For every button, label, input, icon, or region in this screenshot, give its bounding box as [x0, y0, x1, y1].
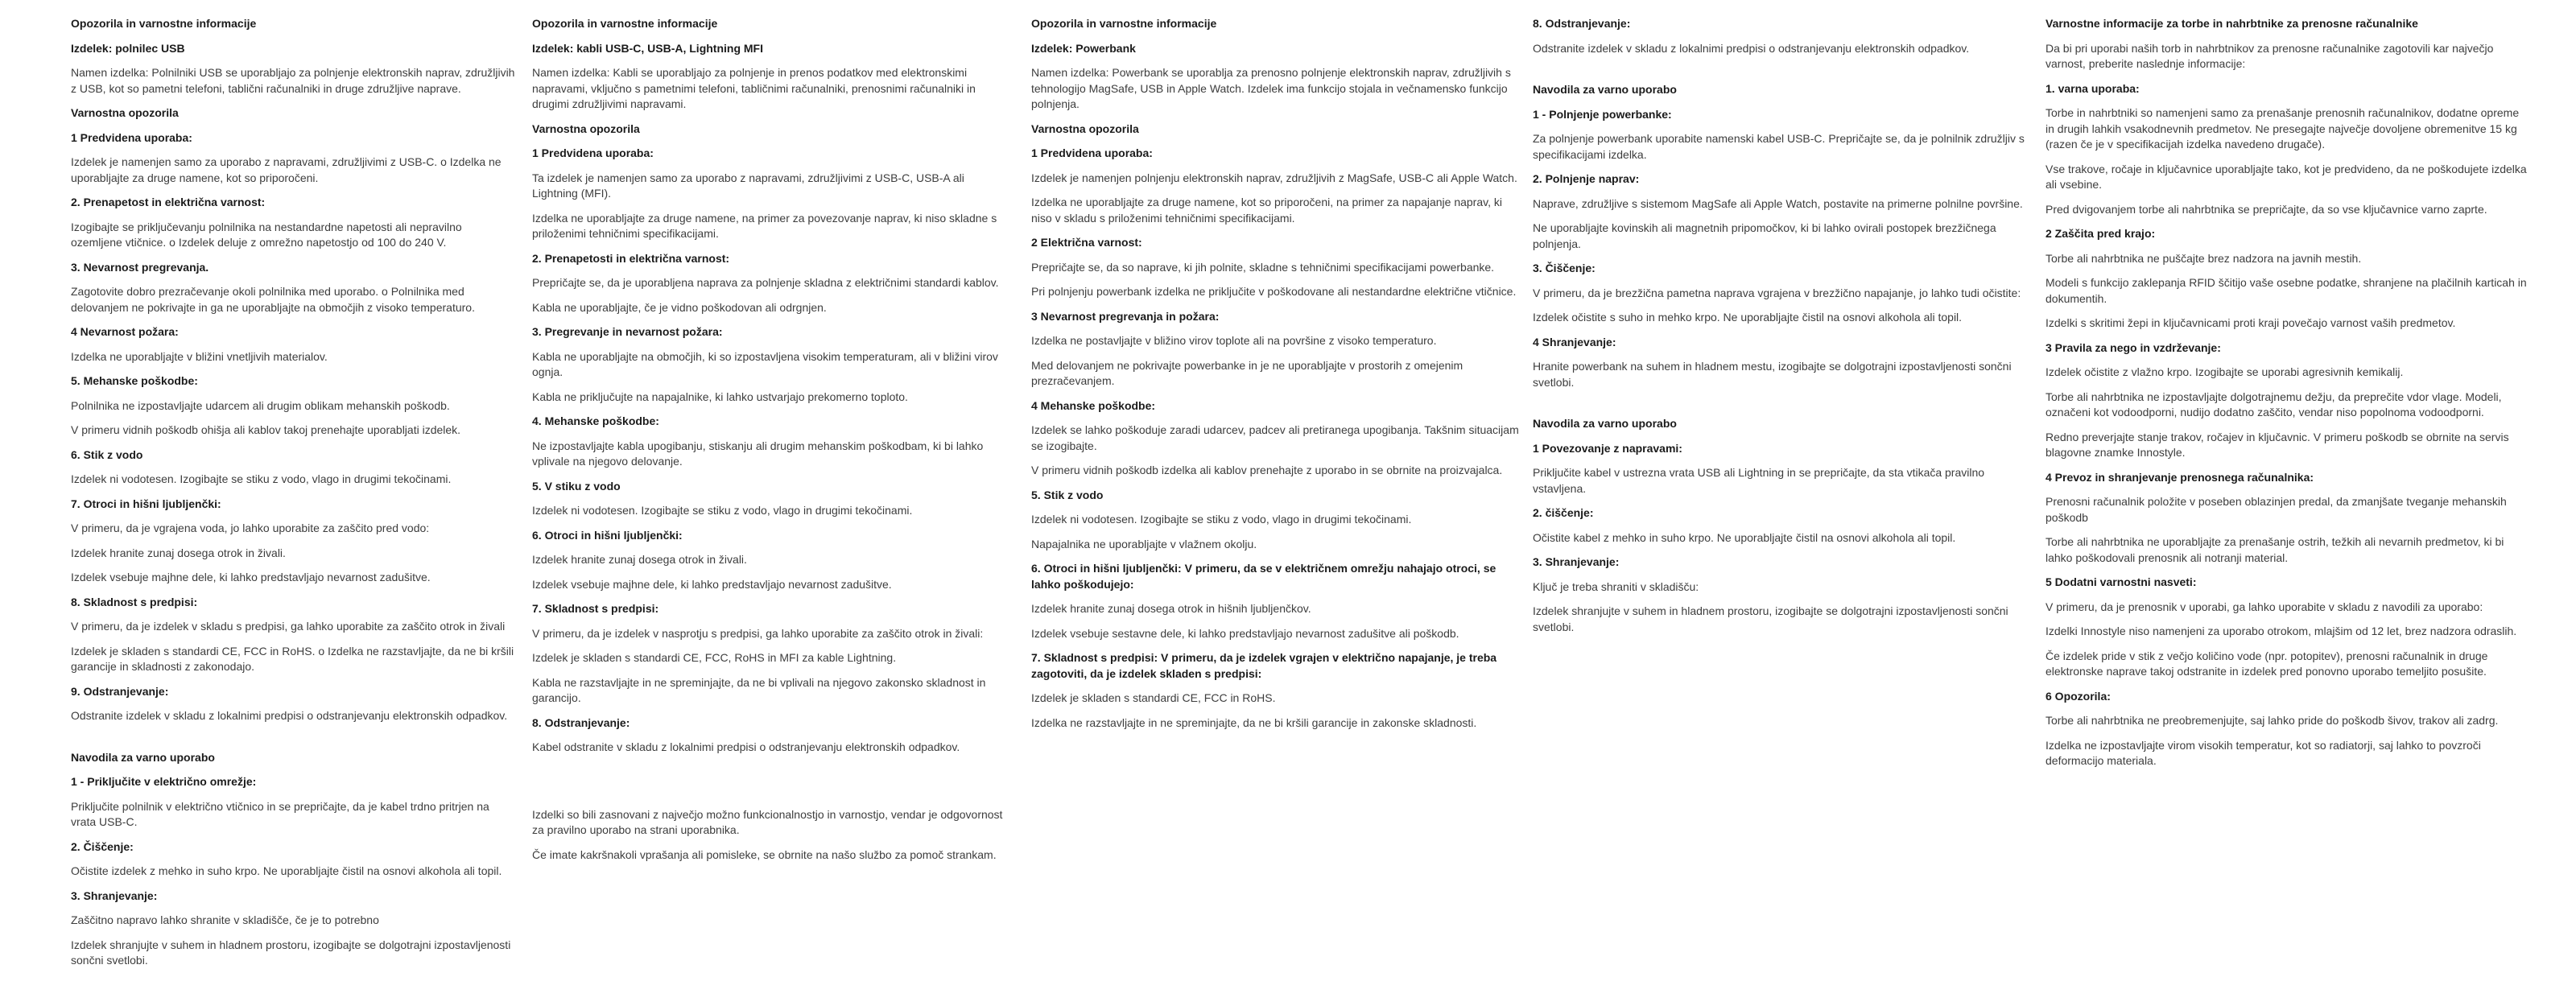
paragraph: Kabla ne uporabljajte na območjih, ki so izpostavljena visokim temperaturam, ali v bližini virov ognja.: [532, 349, 998, 378]
paragraph: Izdelek hranite zunaj dosega otrok in hišnih ljubljenčkov.: [1031, 602, 1311, 615]
section-heading: 7. Skladnost s predpisi: V primeru, da je izdelek vgrajen v električno napajanje, je treba zagotoviti, da je izdelek skladen s predpisi:: [1031, 651, 1497, 680]
section-heading: 8. Odstranjevanje:: [532, 715, 630, 729]
paragraph: Izogibajte se priključevanju polnilnika na nestandardne napetosti ali nepravilno ozemljene vtičnice. o Izdelek deluje z omrežno napetostjo od 100 do 240 V.: [71, 220, 462, 249]
paragraph: Izdelek je skladen s standardi CE, FCC, RoHS in MFI za kable Lightning.: [532, 651, 897, 664]
paragraph: Izdelek vsebuje majhne dele, ki lahko predstavljajo nevarnost zadušitve.: [71, 571, 431, 583]
section-heading: 2. Polnjenje naprav:: [1533, 172, 1640, 185]
column-usb-charger: [71, 16, 515, 978]
paragraph: V primeru vidnih poškodb ohišja ali kablov takoj prenehajte uporabljati izdelek.: [71, 423, 461, 436]
section-heading: 2 Zaščita pred krajo:: [2046, 227, 2156, 240]
paragraph: Odstranite izdelek v skladu z lokalnimi predpisi o odstranjevanju elektronskih odpadkov.: [71, 709, 508, 722]
paragraph: V primeru, da je brezžična pametna naprava vgrajena v brezžično napajanje, jo lahko tudi očistite:: [1533, 286, 2021, 299]
section-heading: 3 Pravila za nego in vzdrževanje:: [2046, 340, 2221, 354]
paragraph: Izdelek hranite zunaj dosega otrok in živali.: [532, 553, 747, 566]
section-heading: 8. Odstranjevanje:: [1533, 17, 1631, 30]
paragraph: Zaščitno napravo lahko shranite v skladišče, če je to potrebno: [71, 913, 379, 926]
paragraph: Izdelek očistite s suho in mehko krpo. Ne uporabljajte čistil na osnovi alkohola ali topil.: [1533, 311, 1963, 324]
paragraph: Izdelek hranite zunaj dosega otrok in živali.: [71, 546, 286, 559]
paragraph: Prepričajte se, da je uporabljena naprava za polnjenje skladna z električnimi standardi kablov.: [532, 276, 999, 289]
section-heading: 8. Skladnost s predpisi:: [71, 595, 198, 608]
section-heading: Opozorila in varnostne informacije: [71, 17, 257, 30]
paragraph: Odstranite izdelek v skladu z lokalnimi predpisi o odstranjevanju elektronskih odpadkov.: [1533, 41, 1970, 55]
section-heading: 5. Stik z vodo: [1031, 488, 1104, 501]
section-heading: 3. Shranjevanje:: [71, 888, 158, 902]
paragraph: Izdelek vsebuje sestavne dele, ki lahko predstavljajo nevarnost zadušitve ali poškodb.: [1031, 626, 1459, 640]
paragraph: V primeru vidnih poškodb izdelka ali kablov prenehajte z uporabo in se obrnite na proizvajalca.: [1031, 464, 1503, 476]
paragraph: Izdelek shranjujte v suhem in hladnem prostoru, izogibajte se dolgotrajni izpostavljenosti sončni svetlobi.: [71, 938, 511, 967]
paragraph: Redno preverjajte stanje trakov, ročajev in ključavnic. V primeru poškodb se obrnite na servis blagovne znamke Innostyle.: [2046, 430, 2509, 459]
section-heading: 3. Shranjevanje:: [1533, 555, 1620, 568]
section-heading: 9. Odstranjevanje:: [71, 684, 169, 698]
paragraph: Izdelka ne uporabljajte v bližini vnetljivih materialov.: [71, 349, 328, 363]
paragraph: Napajalnika ne uporabljajte v vlažnem okolju.: [1031, 537, 1257, 550]
section-heading: Opozorila in varnostne informacije: [1031, 17, 1217, 30]
paragraph: Izdelka ne razstavljajte in ne spreminjajte, da ne bi kršili garancije in zakonske skladnosti.: [1031, 715, 1477, 729]
paragraph: Priključite polnilnik v električno vtičnico in se prepričajte, da je kabel trdno pritrjen na vrata USB-C.: [71, 799, 489, 828]
section-heading: 4 Prevoz in shranjevanje prenosnega računalnika:: [2046, 470, 2314, 484]
paragraph: Torbe ali nahrbtnika ne izpostavljajte dolgotrajnemu dežju, da preprečite vdor vlage. Modeli, označeni kot vodoodporni, nudijo dodatno zaščito, vendar niso popolnoma vodoodporni.: [2046, 390, 2502, 418]
paragraph: Izdelek shranjujte v suhem in hladnem prostoru, izogibajte se dolgotrajni izpostavljenosti sončni svetlobi.: [1533, 604, 2008, 633]
section-heading: 2. Prenapetost in električna varnost:: [71, 196, 266, 208]
section-heading: 2. Prenapetosti in električna varnost:: [532, 251, 730, 265]
paragraph: Vse trakove, ročaje in ključavnice uporabljajte tako, kot je predvideno, da ne poškodujete izdelka ali vsebine.: [2046, 162, 2527, 191]
section-heading: 4. Mehanske poškodbe:: [532, 414, 659, 427]
section-heading: 3. Nevarnost pregrevanja.: [71, 260, 209, 274]
paragraph: Polnilnika ne izpostavljajte udarcem ali drugim oblikam mehanskih poškodb.: [71, 398, 450, 412]
paragraph: Izdelek je skladen s standardi CE, FCC in RoHS.: [1031, 691, 1276, 704]
paragraph: Ključ je treba shraniti v skladišču:: [1533, 579, 1699, 593]
paragraph: Izdelek je skladen s standardi CE, FCC in RoHS. o Izdelka ne razstavljajte, da ne bi kršili garancije in skladnosti z zakonodajo.: [71, 644, 514, 673]
paragraph: Naprave, združljive s sistemom MagSafe ali Apple Watch, postavite na primerne polnilne površine.: [1533, 196, 2023, 210]
paragraph: Med delovanjem ne pokrivajte powerbanke in je ne uporabljajte v prostorih z omejenim prezračevanjem.: [1031, 358, 1463, 387]
paragraph: Kabla ne uporabljajte, če je vidno poškodovan ali odrgnjen.: [532, 300, 827, 314]
section-heading: 5 Dodatni varnostni nasveti:: [2046, 575, 2197, 588]
section-heading: 3. Pregrevanje in nevarnost požara:: [532, 325, 723, 338]
section-heading: Navodila za varno uporabo: [71, 750, 215, 764]
paragraph: Priključite kabel v ustrezna vrata USB ali Lightning in se prepričajte, da sta vtikača pravilno vstavljena.: [1533, 466, 1985, 495]
section-heading: 2. čiščenje:: [1533, 506, 1594, 519]
section-heading: 6. Otroci in hišni ljubljenčki:: [532, 528, 683, 542]
paragraph: Namen izdelka: Powerbank se uporablja za prenosno polnjenje elektronskih naprav, združljivih s tehnologijo MagSafe, USB in Apple Watch. Izdelek ima funkcijo stojala in večnamensko funkcijo polnjenja.: [1031, 66, 1511, 110]
paragraph: Izdelek ni vodotesen. Izogibajte se stiku z vodo, vlago in drugimi tekočinami.: [532, 504, 913, 517]
paragraph: Za polnjenje powerbank uporabite namenski kabel USB-C. Prepričajte se, da je polnilnik združljiv s specifikacijami izdelka.: [1533, 132, 2025, 161]
section-heading: 4 Nevarnost požara:: [71, 325, 179, 338]
paragraph: Izdelka ne uporabljajte za druge namene, kot so priporočeni, na primer za napajanje naprav, ki niso v skladu s priloženimi tehničnimi specifikacijami.: [1031, 196, 1502, 225]
paragraph: Če izdelek pride v stik z večjo količino vode (npr. potopitev), prenosni računalnik in druge elektronske naprave takoj odstranite in izdelek pred ponovno uporabo temeljito posušite.: [2046, 649, 2488, 678]
section-heading: 1. varna uporaba:: [2046, 81, 2140, 95]
section-heading: 7. Skladnost s predpisi:: [532, 602, 659, 615]
paragraph: Hranite powerbank na suhem in hladnem mestu, izogibajte se dolgotrajni izpostavljenosti sončni svetlobi.: [1533, 360, 2012, 389]
paragraph: Namen izdelka: Polnilniki USB se uporabljajo za polnjenje elektronskih naprav, združljivih z USB, kot so pametni telefoni, tablični računalniki in druge združljive naprave.: [71, 66, 515, 95]
column-powerbank: [1031, 16, 1520, 740]
paragraph: Prenosni računalnik položite v poseben oblazinjen predal, da zmanjšate tveganje mehanskih poškodb: [2046, 495, 2507, 524]
paragraph: Pri polnjenju powerbank izdelka ne priključite v poškodovane ali nestandardne električne vtičnice.: [1031, 285, 1517, 298]
paragraph: Modeli s funkcijo zaklepanja RFID ščitijo vaše osebne podatke, shranjene na plačilnih karticah in dokumentih.: [2046, 276, 2527, 305]
section-heading: Varnostne informacije za torbe in nahrbtnike za prenosne računalnike: [2046, 17, 2418, 30]
paragraph: Izdelek vsebuje majhne dele, ki lahko predstavljajo nevarnost zadušitve.: [532, 577, 892, 591]
paragraph: Izdelek očistite z vlažno krpo. Izogibajte se uporabi agresivnih kemikalij.: [2046, 365, 2404, 378]
paragraph: Kabel odstranite v skladu z lokalnimi predpisi o odstranjevanju elektronskih odpadkov.: [532, 740, 960, 753]
section-heading: 1 - Polnjenje powerbanke:: [1533, 107, 1672, 121]
section-heading: 1 Povezovanje z napravami:: [1533, 441, 1682, 455]
paragraph: Izdelek je namenjen polnjenju elektronskih naprav, združljivih z MagSafe, USB-C ali Apple Watch.: [1031, 171, 1517, 184]
paragraph: Torbe in nahrbtniki so namenjeni samo za prenašanje prenosnih računalnikov, dodatne opreme in drugih lahkih vsakodnevnih predmetov. Ne presegajte največje dovoljene obremenitve 15 kg (razen če je v specifikacijah izdelka navedeno drugače).: [2046, 106, 2520, 150]
paragraph: Izdelek ni vodotesen. Izogibajte se stiku z vodo, vlago in drugimi tekočinami.: [1031, 513, 1412, 526]
paragraph: V primeru, da je vgrajena voda, jo lahko uporabite za zaščito pred vodo:: [71, 522, 430, 534]
paragraph: Zagotovite dobro prezračevanje okoli polnilnika med uporabo. o Polnilnika med delovanjem ne pokrivajte in ga ne uporabljajte na območjih z visoko temperaturo.: [71, 285, 475, 314]
paragraph: Izdelka ne izpostavljajte virom visokih temperatur, kot so radiatorji, saj lahko to povzroči deformacijo materiala.: [2046, 738, 2481, 767]
section-heading: 6. Otroci in hišni ljubljenčki: V primeru, da se v električnem omrežju nahajajo otroci, se lahko poškodujejo:: [1031, 562, 1496, 591]
paragraph: Izdelka ne uporabljajte za druge namene, na primer za povezovanje naprav, ki niso skladne s priloženimi tehničnimi specifikacijami.: [532, 211, 997, 240]
paragraph: V primeru, da je izdelek v nasprotju s predpisi, ga lahko uporabite za zaščito otrok in živali:: [532, 626, 984, 640]
paragraph: Namen izdelka: Kabli se uporabljajo za polnjenje in prenos podatkov med elektronskimi napravami, vključno s pametnimi telefoni, tabličnimi računalniki, prenosnimi računalniki in drugimi združljivimi napravami.: [532, 66, 976, 110]
paragraph: Ne uporabljajte kovinskih ali magnetnih pripomočkov, ki bi lahko ovirali postopek brezžičnega polnjenja.: [1533, 221, 1996, 250]
section-heading: 6 Opozorila:: [2046, 689, 2111, 703]
section-heading: Varnostna opozorila: [532, 122, 640, 135]
section-heading: Izdelek: kabli USB-C, USB-A, Lightning MFI: [532, 41, 763, 55]
section-heading: 5. V stiku z vodo: [532, 479, 621, 493]
paragraph: Pred dvigovanjem torbe ali nahrbtnika se prepričajte, da so vse ključavnice varno zaprte.: [2046, 202, 2487, 216]
section-heading: 1 Predvidena uporaba:: [71, 130, 192, 144]
section-heading: 1 - Priključite v električno omrežje:: [71, 775, 257, 788]
paragraph: Torbe ali nahrbtnika ne puščajte brez nadzora na javnih mestih.: [2046, 251, 2362, 265]
section-heading: 5. Mehanske poškodbe:: [71, 374, 198, 387]
paragraph: Prepričajte se, da so naprave, ki jih polnite, skladne s tehničnimi specifikacijami powerbanke.: [1031, 260, 1495, 274]
column-laptop-bags: [2046, 16, 2529, 778]
paragraph: Kabla ne razstavljajte in ne spreminjajte, da ne bi vplivali na njegovo zakonsko skladnost in garancijo.: [532, 675, 986, 704]
section-heading: Varnostna opozorila: [1031, 122, 1139, 135]
paragraph: Torbe ali nahrbtnika ne uporabljajte za prenašanje ostrih, težkih ali nevarnih predmetov, ki bi lahko poškodovali prenosnik ali notranji material.: [2046, 535, 2504, 564]
section-heading: 3 Nevarnost pregrevanja in požara:: [1031, 309, 1220, 323]
paragraph: V primeru, da je izdelek v skladu s predpisi, ga lahko uporabite za zaščito otrok in živali: [71, 620, 506, 633]
column-cables: [532, 16, 1005, 872]
paragraph: Očistite kabel z mehko in suho krpo. Ne uporabljajte čistil na osnovi alkohola ali topil.: [1533, 530, 1956, 544]
section-heading: Izdelek: Powerbank: [1031, 41, 1136, 55]
section-heading: Varnostna opozorila: [71, 106, 179, 119]
paragraph: Torbe ali nahrbtnika ne preobremenjujte, saj lahko pride do poškodb šivov, trakov ali zadrg.: [2046, 714, 2499, 727]
paragraph: V primeru, da je prenosnik v uporabi, ga lahko uporabite v skladu z navodili za uporabo:: [2046, 600, 2483, 613]
paragraph: Ta izdelek je namenjen samo za uporabo z napravami, združljivimi z USB-C, USB-A ali Lightning (MFI).: [532, 171, 964, 200]
section-heading: 3. Čiščenje:: [1533, 262, 1596, 274]
section-heading: Navodila za varno uporabo: [1533, 417, 1677, 430]
section-heading: 4 Mehanske poškodbe:: [1031, 398, 1156, 412]
column-powerbank-2: [1533, 16, 2030, 644]
section-heading: 1 Predvidena uporaba:: [532, 146, 654, 159]
paragraph: Izdelki s skritimi žepi in ključavnicami proti kraji povečajo varnost vaših predmetov.: [2046, 316, 2456, 329]
paragraph: Izdelka ne postavljajte v bližino virov toplote ali na površine z visoko temperaturo.: [1031, 334, 1437, 347]
paragraph: Izdelek je namenjen samo za uporabo z napravami, združljivimi z USB-C. o Izdelka ne uporabljajte za druge namene, kot so priporočeni.: [71, 155, 502, 184]
section-heading: 4 Shranjevanje:: [1533, 335, 1616, 348]
section-heading: 1 Predvidena uporaba:: [1031, 146, 1153, 159]
section-heading: Navodila za varno uporabo: [1533, 83, 1677, 96]
section-heading: 7. Otroci in hišni ljubljenčki:: [71, 497, 221, 510]
paragraph: Da bi pri uporabi naših torb in nahrbtnikov za prenosne računalnike zagotovili kar največjo varnost, preberite naslednje informacije:: [2046, 41, 2494, 70]
section-heading: Izdelek: polnilec USB: [71, 41, 185, 55]
section-heading: Opozorila in varnostne informacije: [532, 17, 718, 30]
paragraph: Izdelek se lahko poškoduje zaradi udarcev, padcev ali pretiranega upogibanja. Takšnim situacijam se izogibajte.: [1031, 423, 1519, 452]
section-heading: 2. Čiščenje:: [71, 839, 134, 853]
paragraph: Izdelki so bili zasnovani z največjo možno funkcionalnostjo in varnostjo, vendar je odgovornost za pravilno uporabo na strani uporabnika.: [532, 807, 1003, 836]
paragraph: Če imate kakršnakoli vprašanja ali pomisleke, se obrnite na našo službo za pomoč strankam.: [532, 847, 997, 861]
paragraph: Kabla ne priključujte na napajalnike, ki lahko ustvarjajo prekomerno toploto.: [532, 390, 908, 403]
section-heading: 6. Stik z vodo: [71, 447, 143, 461]
section-heading: 2 Električna varnost:: [1031, 236, 1142, 249]
paragraph: Izdelki Innostyle niso namenjeni za uporabo otrokom, mlajšim od 12 let, brez nadzora odraslih.: [2046, 625, 2517, 637]
paragraph: Izdelek ni vodotesen. Izogibajte se stiku z vodo, vlago in drugimi tekočinami.: [71, 472, 452, 485]
paragraph: Očistite izdelek z mehko in suho krpo. Ne uporabljajte čistil na osnovi alkohola ali topil.: [71, 864, 502, 877]
paragraph: Ne izpostavljajte kabla upogibanju, stiskanju ali drugim mehanskim poškodbam, ki bi lahko vplivale na njegovo delovanje.: [532, 439, 984, 468]
